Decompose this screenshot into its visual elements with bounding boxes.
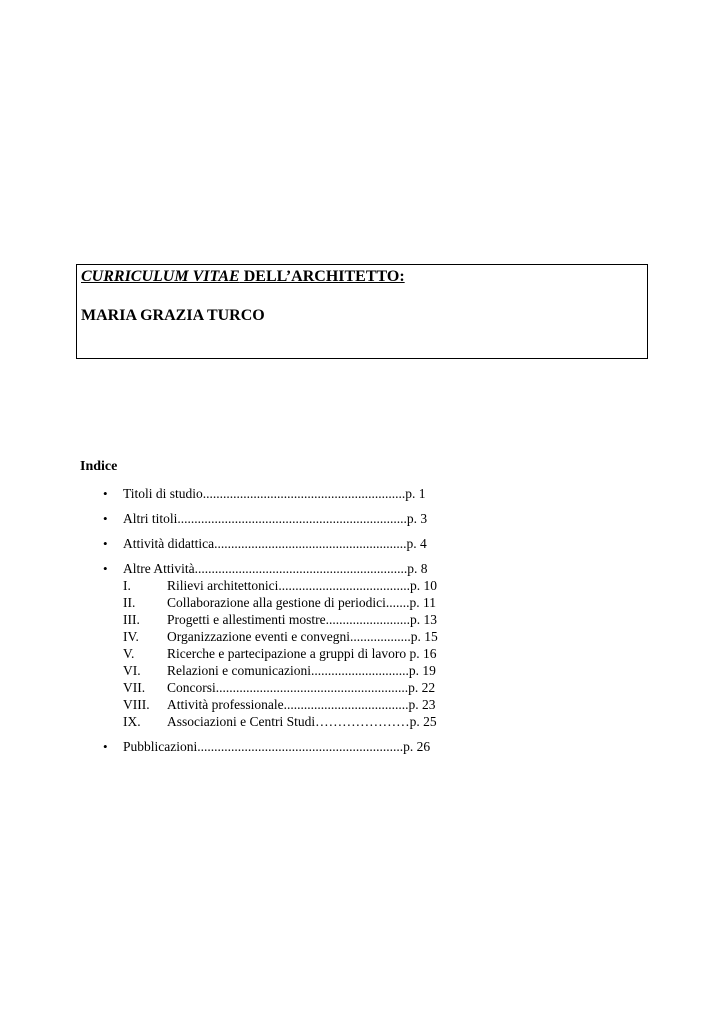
index-item-pubblicazioni: Pubblicazioni.............................................................p. 26	[123, 739, 431, 754]
document-title	[81, 268, 405, 286]
sub-item-numeral: II.	[123, 595, 136, 610]
bullet-icon: •	[103, 486, 108, 501]
sub-item-numeral: IX.	[123, 714, 141, 729]
sub-item-numeral: IV.	[123, 629, 139, 644]
title-rest: DELL’ARCHITETTO:	[239, 268, 405, 285]
bullet-icon: •	[103, 511, 108, 526]
bullet-icon: •	[103, 739, 108, 754]
bullet-icon: •	[103, 536, 108, 551]
sub-item-text: Ricerche e partecipazione a gruppi di lavoro p. 16	[167, 646, 437, 661]
index-item-titoli: Titoli di studio............................................................p. 1	[123, 486, 426, 501]
sub-item-text: Concorsi.........................................................p. 22	[167, 680, 436, 695]
sub-item-text: Attività professionale.....................................p. 23	[167, 697, 436, 712]
sub-item-text: Organizzazione eventi e convegni..................p. 15	[167, 629, 438, 644]
sub-item-numeral: VII.	[123, 680, 146, 695]
sub-item-numeral: VIII.	[123, 697, 150, 712]
sub-item-text: Collaborazione alla gestione di periodici.......p. 11	[167, 595, 437, 610]
sub-item-text: Relazioni e comunicazioni.............................p. 19	[167, 663, 436, 678]
author-name: MARIA GRAZIA TURCO	[81, 307, 265, 324]
sub-item-text: Rilievi architettonici.......................................p. 10	[167, 578, 437, 593]
sub-item-numeral: V.	[123, 646, 135, 661]
title-italic: CURRICULUM VITAE	[81, 268, 240, 285]
sub-item-numeral: I.	[123, 578, 131, 593]
index-item-altri-titoli: Altri titoli....................................................................p. 3	[123, 511, 428, 526]
sub-item-numeral: III.	[123, 612, 140, 627]
title-box	[76, 264, 648, 359]
bullet-icon: •	[103, 561, 108, 576]
index-heading: Indice	[80, 459, 118, 474]
sub-item-text: Associazioni e Centri Studi…………………p. 25	[167, 714, 437, 729]
index-item-didattica: Attività didattica.........................................................p. 4	[123, 536, 427, 551]
sub-item-numeral: VI.	[123, 663, 141, 678]
index-item-altre-attivita: Altre Attività...............................................................p. 8	[123, 561, 428, 576]
sub-item-text: Progetti e allestimenti mostre.........................p. 13	[167, 612, 437, 627]
